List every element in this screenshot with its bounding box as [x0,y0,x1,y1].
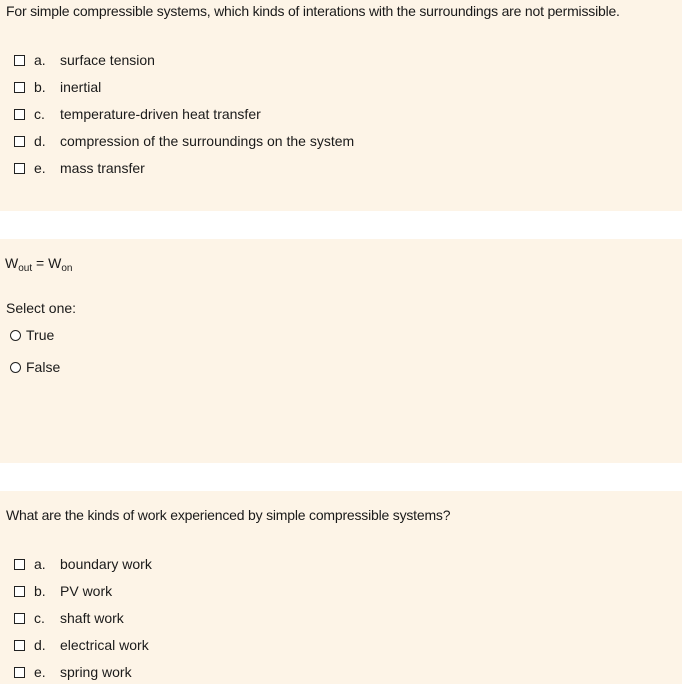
option-label: electrical work [60,637,149,653]
question-3-card [0,491,682,684]
option-label: compression of the surroundings on the system [60,133,355,149]
option-letter: c. [34,610,45,626]
select-one-prompt: Select one: [6,300,77,316]
q3-option-c[interactable] [14,608,124,628]
q1-option-e[interactable] [14,158,145,178]
option-letter: c. [34,106,45,122]
formula-lhs: W [5,255,19,271]
q1-option-b[interactable] [14,77,101,97]
option-label: True [26,327,55,343]
checkbox[interactable] [14,163,25,174]
checkbox[interactable] [14,559,25,570]
option-label: shaft work [60,610,124,626]
formula-rhs: W [48,255,62,271]
q3-option-b[interactable] [14,581,112,601]
option-letter: e. [34,664,46,680]
q3-option-d[interactable] [14,635,149,655]
formula-rhs-subscript: on [61,263,73,274]
option-label: spring work [60,664,132,680]
formula-equals: = [32,255,49,271]
option-letter: a. [34,52,46,68]
checkbox[interactable] [14,613,25,624]
question-2-formula [5,255,72,274]
question-1-card [0,0,682,211]
checkbox[interactable] [14,640,25,651]
option-label: surface tension [60,52,155,68]
radio-button[interactable] [10,362,21,373]
q2-option-false[interactable] [10,357,60,377]
q3-option-a[interactable] [14,554,152,574]
radio-button[interactable] [10,330,21,341]
option-letter: d. [34,637,46,653]
option-letter: e. [34,160,46,176]
q1-option-c[interactable] [14,104,261,124]
q1-option-d[interactable] [14,131,354,151]
checkbox[interactable] [14,586,25,597]
option-letter: d. [34,133,46,149]
option-label: temperature-driven heat transfer [60,106,261,122]
checkbox[interactable] [14,55,25,66]
option-label: boundary work [60,556,152,572]
question-1-text: For simple compressible systems, which kinds of interations with the surroundings are not permissible. [6,3,620,19]
option-label: mass transfer [60,160,145,176]
formula-lhs-subscript: out [18,263,33,274]
checkbox[interactable] [14,109,25,120]
checkbox[interactable] [14,667,25,678]
option-label: PV work [60,583,113,599]
q3-option-e[interactable] [14,662,132,682]
option-letter: b. [34,583,46,599]
checkbox[interactable] [14,136,25,147]
question-2-card [0,239,682,463]
option-letter: a. [34,556,46,572]
option-label: inertial [60,79,102,95]
q2-option-true[interactable] [10,325,54,345]
option-label: False [26,359,61,375]
q1-option-a[interactable] [14,50,155,70]
question-3-text: What are the kinds of work experienced by simple compressible systems? [6,507,451,523]
option-letter: b. [34,79,46,95]
checkbox[interactable] [14,82,25,93]
